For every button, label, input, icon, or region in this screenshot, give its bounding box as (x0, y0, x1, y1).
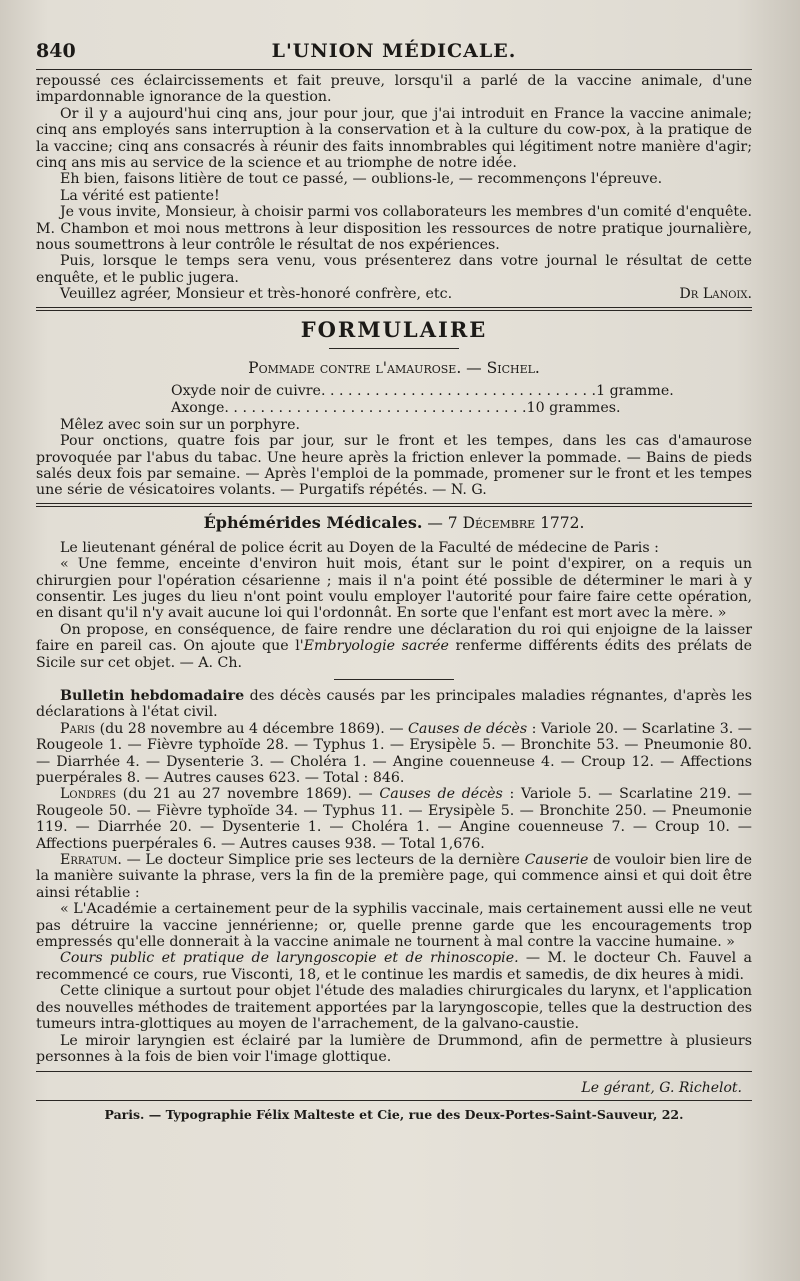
cours-section (36, 950, 752, 1065)
italic-title: Embryologie sacrée (303, 638, 449, 655)
text-run: — M. le docteur Ch. Fauvel a recommencé ce cours, rue Visconti, 18, et le continue les mardis et samedis, de dix heures à midi. (36, 950, 753, 983)
formulaire-title-rule (329, 348, 459, 349)
letter-paragraph-2: Or il y a aujourd'hui cinq ans, jour pour jour, que j'ai introduit en France la vaccine animale; cinq ans employés sans interruption à la conservation et à la culture du cow-pox, à la pratique de la vaccine; cinq ans consacrés à réunir des faits innombrables qui légitiment notre manière d'agir; cinq ans mis au service de la science et au triomphe de notre idée. (36, 105, 752, 172)
text-run: de vouloir bien lire de la manière suivante la phrase, vers la fin de la première page, qui commence ainsi et qui doit être ainsi rétablie : (36, 852, 752, 901)
footer-rule-2 (36, 1100, 752, 1101)
erratum-section (36, 852, 752, 950)
section-divider-3 (334, 679, 454, 680)
cours-paragraph-2: Cette clinique a surtout pour objet l'étude des maladies chirurgicales du larynx, et l'application des nouvelles méthodes de traitement apportées par la laryngoscopie, telles que la destruction des tumeurs intra-glottiques au moyen de l'arrachement, de la galvano-caustie. (36, 983, 752, 1033)
erratum-quote: « L'Académie a certainement peur de la syphilis vaccinale, mais certainement aussi elle ne veut pas détruire la vaccine jennérienne; or, quelle prenne garde que les encouragements trop empressés qu'elle donnerait à la vaccine animale ne tournent à mal contre la vaccine humaine. » (36, 901, 752, 951)
ephemerides-heading (36, 513, 752, 532)
text-run: On propose, en conséquence, de faire rendre une déclaration du roi qui enjoigne de la laisser faire en pareil cas. On ajoute que l' (36, 621, 752, 655)
letter-section (36, 73, 752, 303)
erratum-paragraph (36, 852, 752, 901)
ingredient-row (171, 382, 674, 400)
city-name: Paris (60, 720, 96, 737)
section-divider-2 (36, 503, 752, 507)
printer-imprint: Paris. — Typographie Félix Malteste et Cie, rue des Deux-Portes-Saint-Sauveur, 22. (104, 1107, 684, 1123)
ephemerides-date: — 7 Décembre 1772. (427, 513, 585, 532)
recipe-ingredients (171, 382, 674, 417)
text-run: (du 21 au 27 novembre 1869). — (116, 786, 380, 803)
causes-label: Causes de décès (379, 786, 503, 803)
italic-title: Causerie (524, 852, 589, 869)
ingredient-leader: . . . . . . . . . . . . . . . . . . . . . . . . . . . . . . . . . . (224, 399, 527, 416)
cours-title: Cours public et pratique de laryngoscopie et de rhinoscopie. (60, 950, 519, 967)
ephemerides-paragraph-3 (36, 622, 752, 671)
bulletin-section (36, 688, 752, 852)
letter-paragraph-1: repoussé ces éclaircissements et fait preuve, lorsqu'il a parlé de la vaccine animale, d'une impardonnable ignorance de la question. (36, 73, 752, 106)
letter-paragraph-5: Je vous invite, Monsieur, à choisir parmi vos collaborateurs les membres d'un comité d'enquête. M. Chambon et moi nous mettrons à leur disposition les ressources de notre pratique journalière, nous soumettrons à leur contrôle le résultat de nos expériences. (36, 204, 752, 254)
letter-paragraph-6: Puis, lorsque le temps sera venu, vous présenterez dans votre journal le résultat de cette enquête, et le public jugera. (36, 253, 752, 286)
city-name: Londres (60, 786, 117, 803)
letter-signature: Dr Lanoix. (679, 286, 752, 303)
cours-paragraph-3: Le miroir laryngien est éclairé par la lumière de Drummond, afin de permettre à plusieurs personnes à la fois de bien voir l'image glottique. (36, 1032, 752, 1065)
formulaire-section (36, 317, 752, 499)
recipe-instruction-2: Pour onctions, quatre fois par jour, sur le front et les tempes, dans les cas d'amaurose provoquée par l'abus du tabac. Une heure après la friction enlever la pommade. — Bains de pieds salés deux fois par semaine. — Après l'emploi de la pommade, promener sur le front et les tempes une série de vésicatoires volants. — Purgatifs répétés. — N. G. (36, 433, 752, 499)
section-divider-1 (36, 307, 752, 311)
ephemerides-section (36, 513, 752, 671)
ingredient-qty: 10 grammes. (526, 399, 621, 416)
ephemerides-paragraph-2: « Une femme, enceinte d'environ huit mois, étant sur le point d'expirer, on a requis un chirurgien pour l'opération césarienne ; mais il n'a point été possible de déterminer le mari à y consentir. Les juges du lieu n'ont point voulu employer l'autorité pour faire faire cette opération, en disant qu'il n'y avait aucune loi qui l'ordonnât. En sorte que l'enfant est mort avec la mère. » (36, 556, 752, 622)
header-rule (36, 69, 752, 70)
journal-title: L'UNION MÉDICALE. (271, 40, 517, 62)
gerant-signature: Le gérant, G. Richelot. (581, 1080, 742, 1097)
letter-paragraph-7: Veuillez agréer, Monsieur et très-honoré confrère, etc. (60, 286, 453, 303)
bulletin-title: Bulletin hebdomadaire (60, 687, 245, 704)
ingredient-name: Oxyde noir de cuivre (171, 382, 321, 399)
text-run: (du 28 novembre au 4 décembre 1869). — (95, 720, 409, 737)
text-run: : Variole 20. — Scarlatine 3. — Rougeole 1. — Fièvre typhoïde 28. — Typhus 1. — Erysipèle 5. — Bronchite 53. — Pneumonie 80. — Diarrhée 4. — Dysenterie 3. — Choléra 1. — Angine couenneuse 4. — Croup 12. — Affections puerpérales 8. — Autres causes 623. — Total : 846. (36, 720, 752, 786)
letter-paragraph-4: La vérité est patiente! (60, 187, 220, 204)
footer-rule (36, 1071, 752, 1072)
letter-closing (36, 286, 752, 302)
cours-paragraph-1 (36, 950, 752, 983)
causes-label: Causes de décès (408, 720, 528, 737)
ephemerides-paragraph-1: Le lieutenant général de police écrit au Doyen de la Faculté de médecine de Paris : (60, 539, 659, 556)
text-run: : Variole 5. — Scarlatine 219. — Rougeole 50. — Fièvre typhoïde 34. — Typhus 11. — Erysipèle 5. — Bronchite 250. — Pneumonie 119. — Diarrhée 20. — Dysenterie 1. — Choléra 1. — Angine couenneuse 7. — Croup 10. — Affections puerpérales 6. — Autres causes 938. — Total 1,676. (36, 786, 752, 852)
recipe-instruction-1: Mêlez avec soin sur un porphyre. (60, 416, 300, 433)
ingredient-row (171, 399, 621, 417)
bulletin-paris (36, 721, 752, 787)
bulletin-intro (36, 688, 752, 721)
text-run: des décès causés par les principales maladies régnantes, d'après les déclarations à l'état civil. (36, 687, 752, 721)
text-run: — Le docteur Simplice prie ses lecteurs de la dernière (121, 852, 525, 869)
page-header (36, 36, 752, 66)
bulletin-london (36, 786, 752, 852)
recipe-title: Pommade contre l'amaurose. — Sichel. (248, 358, 540, 377)
letter-paragraph-3: Eh bien, faisons litière de tout ce passé, — oublions-le, — recommençons l'épreuve. (60, 171, 663, 188)
ingredient-qty: 1 gramme. (596, 382, 674, 399)
formulaire-title: FORMULAIRE (300, 316, 488, 342)
page-number: 840 (36, 40, 76, 62)
ingredient-name: Axonge (171, 399, 225, 416)
ephemerides-title: Éphémérides Médicales. (203, 512, 423, 532)
erratum-label: Erratum. (60, 852, 122, 869)
text-run: renferme différents édits des prélats de Sicile sur cet objet. — A. Ch. (36, 638, 752, 671)
ingredient-leader: . . . . . . . . . . . . . . . . . . . . . . . . . . . . . . . (320, 382, 597, 399)
